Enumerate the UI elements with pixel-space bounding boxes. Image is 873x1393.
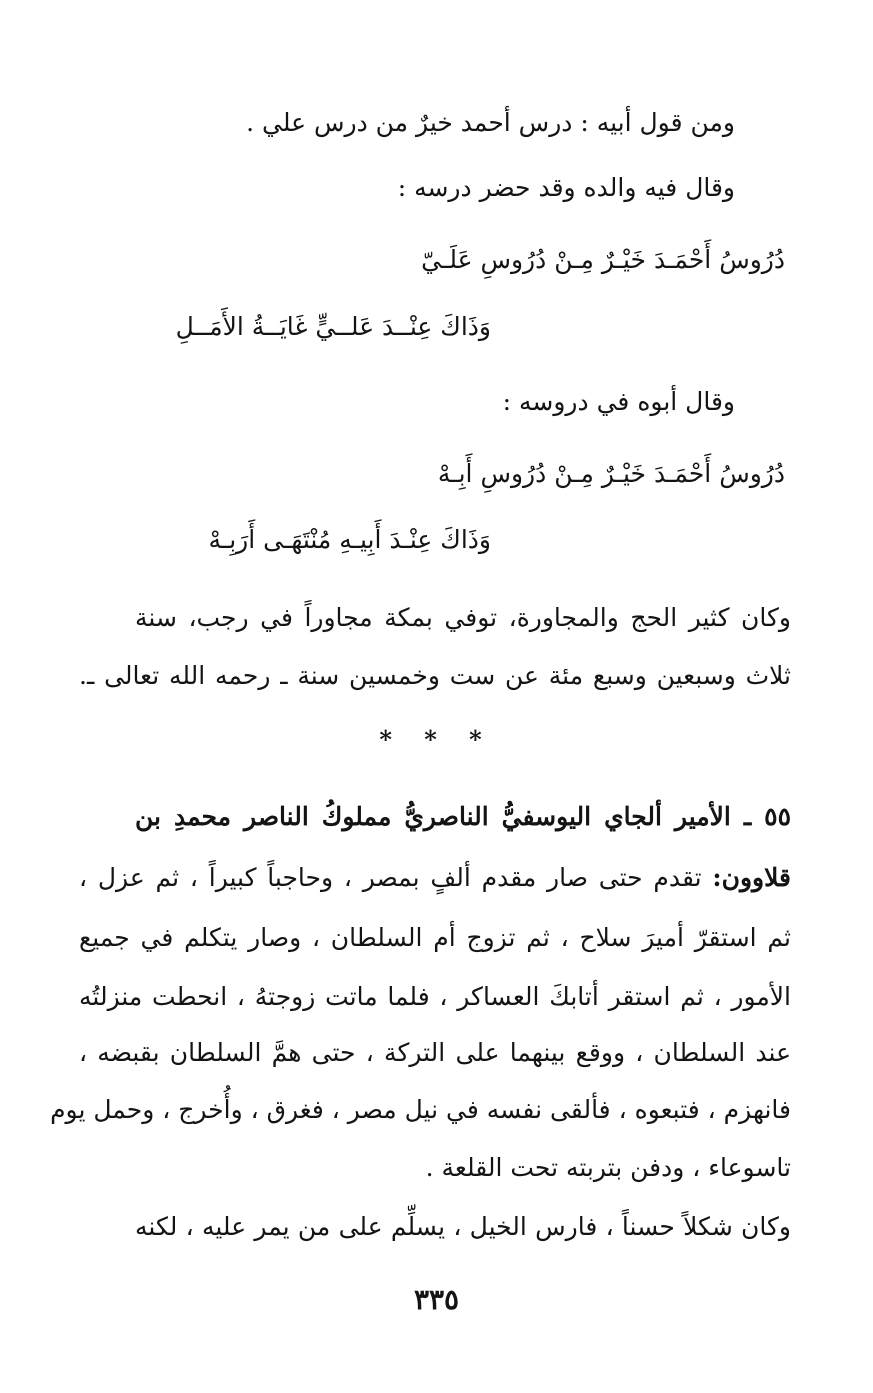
text-line: ثم استقرّ أميرَ سلاح ، ثم تزوج أم السلطان ، وصار يتكلم في جميع: [79, 923, 791, 952]
text-line: عند السلطان ، ووقع بينهما على التركة ، حتى همَّ السلطان بقبضه ،: [79, 1038, 791, 1067]
text-span: تقدم حتى صار مقدم ألفٍ بمصر ، وحاجباً كبيراً ، ثم عزل ،: [79, 863, 713, 892]
text-line: الأمور ، ثم استقر أتابكَ العساكر ، فلما ماتت زوجتهُ ، انحطت منزلتُه: [79, 982, 791, 1011]
verse-hemistich: دُرُوسُ أَحْمَـدَ خَيْـرٌ مِـنْ دُرُوسِ عَلَـيّ: [421, 245, 785, 274]
text-line: ثلاث وسبعين وسبع مئة عن ست وخمسين سنة ـ رحمه الله تعالى ـ.: [79, 661, 791, 690]
entry-heading: ٥٥ ـ الأمير ألجاي اليوسفيُّ الناصريُّ مملوكُ الناصر محمدِ بن: [135, 802, 791, 831]
verse-hemistich: وَذَاكَ عِنْـدَ أَبِيـهِ مُنْتَهَـى أَرَبِـهْ: [208, 525, 491, 554]
text-line: وقال فيه والده وقد حضر درسه :: [397, 173, 735, 202]
text-line: وكان كثير الحج والمجاورة، توفي بمكة مجاوراً في رجب، سنة: [135, 603, 791, 632]
text-line: وقال أبوه في دروسه :: [502, 387, 735, 416]
text-line: تاسوعاء ، ودفن بتربته تحت القلعة .: [425, 1153, 791, 1182]
text-line: وكان شكلاً حسناً ، فارس الخيل ، يسلِّم على من يمر عليه ، لكنه: [135, 1212, 791, 1241]
verse-hemistich: وَذَاكَ عِنْــدَ عَلــيٍّ غَايَــةُ الأَمَــلِ: [175, 312, 491, 341]
entry-name-continuation: قلاوون:: [712, 863, 791, 892]
verse-hemistich: دُرُوسُ أَحْمَـدَ خَيْـرٌ مِـنْ دُرُوسِ أَبِـهْ: [437, 459, 785, 488]
text-line: ومن قول أبيه : درس أحمد خيرٌ من درس علي .: [246, 108, 735, 137]
text-line: [79, 858, 791, 898]
section-separator: * * *: [379, 725, 494, 754]
text-line: فانهزم ، فتبعوه ، فألقى نفسه في نيل مصر ، فغرق ، وأُخرج ، وحمل يوم: [50, 1095, 791, 1124]
page-number: ٣٣٥: [413, 1283, 460, 1316]
